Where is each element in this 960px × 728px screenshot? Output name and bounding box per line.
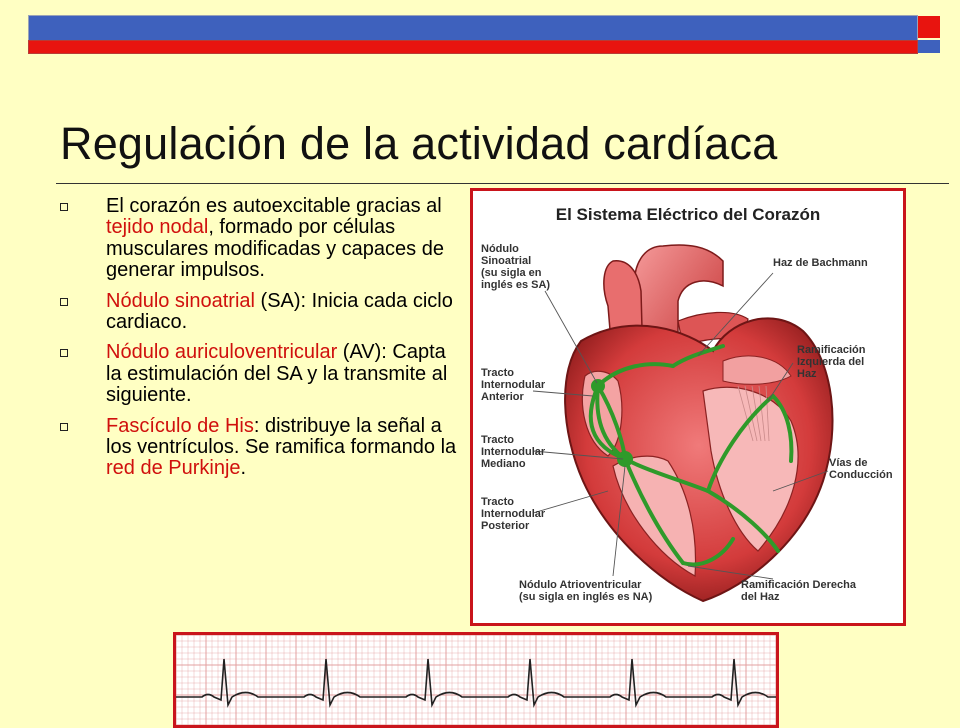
slide-title: Regulación de la actividad cardíaca (60, 118, 778, 169)
bullet-item (60, 196, 465, 282)
bullet-text: : distribuye la señal a los ventrículos. Se ramifica formando la (106, 414, 457, 459)
hollow-square-icon (60, 349, 68, 357)
highlighted-term: Nódulo sinoatrial (106, 289, 255, 312)
label-conduction-paths: Vías de Conducción (829, 457, 893, 481)
hollow-square-icon (60, 298, 68, 306)
heart-diagram (470, 188, 906, 626)
label-sa-node: Nódulo Sinoatrial (su sigla en inglés es SA) (481, 243, 551, 291)
ecg-grid (176, 635, 776, 725)
label-left-branch: Ramificación Izquierda del Haz (797, 344, 866, 380)
label-bachmann: Haz de Bachmann (773, 257, 868, 269)
highlighted-term: tejido nodal (106, 216, 209, 239)
ecg-trace-graphic (176, 635, 776, 725)
bullet-text: , formado por células musculares modificadas y capaces de generar impulsos. (106, 216, 444, 282)
ecg-strip (173, 632, 779, 728)
label-posterior-tract: Tracto Internodular Posterior (481, 496, 546, 532)
header-bar-red (28, 40, 918, 54)
bullet-item (60, 342, 465, 406)
label-right-branch: Ramificación Derecha del Haz (741, 579, 856, 603)
bullet-item (60, 416, 465, 480)
heart-diagram-title: El Sistema Eléctrico del Corazón (555, 205, 821, 224)
label-anterior-tract: Tracto Internodular Anterior (481, 367, 546, 403)
highlighted-term: red de Purkinje (106, 457, 241, 480)
sa-node-shape (591, 379, 605, 393)
header-bar-blue (28, 15, 918, 41)
bullet-text: . (240, 457, 247, 480)
hollow-square-icon (60, 203, 68, 211)
label-av-node: Nódulo Atrioventricular (su sigla en inglés es NA) (519, 579, 653, 603)
highlighted-term: Nódulo auriculoventricular (106, 341, 338, 364)
bullet-text: (AV): Capta la estimulación del SA y la transmite al siguiente. (106, 341, 448, 407)
highlighted-term: Fascículo de His (106, 414, 254, 437)
hollow-square-icon (60, 423, 68, 431)
bullet-item (60, 291, 465, 334)
bullet-text: El corazón es autoexcitable gracias al (106, 195, 442, 217)
bullet-list (60, 196, 465, 489)
corner-square-blue (918, 40, 940, 53)
bullet-text: (SA): Inicia cada ciclo cardiaco. (106, 289, 453, 334)
label-middle-tract: Tracto Internodular Mediano (481, 434, 546, 470)
title-underline (56, 183, 949, 184)
corner-square-red (918, 16, 940, 38)
